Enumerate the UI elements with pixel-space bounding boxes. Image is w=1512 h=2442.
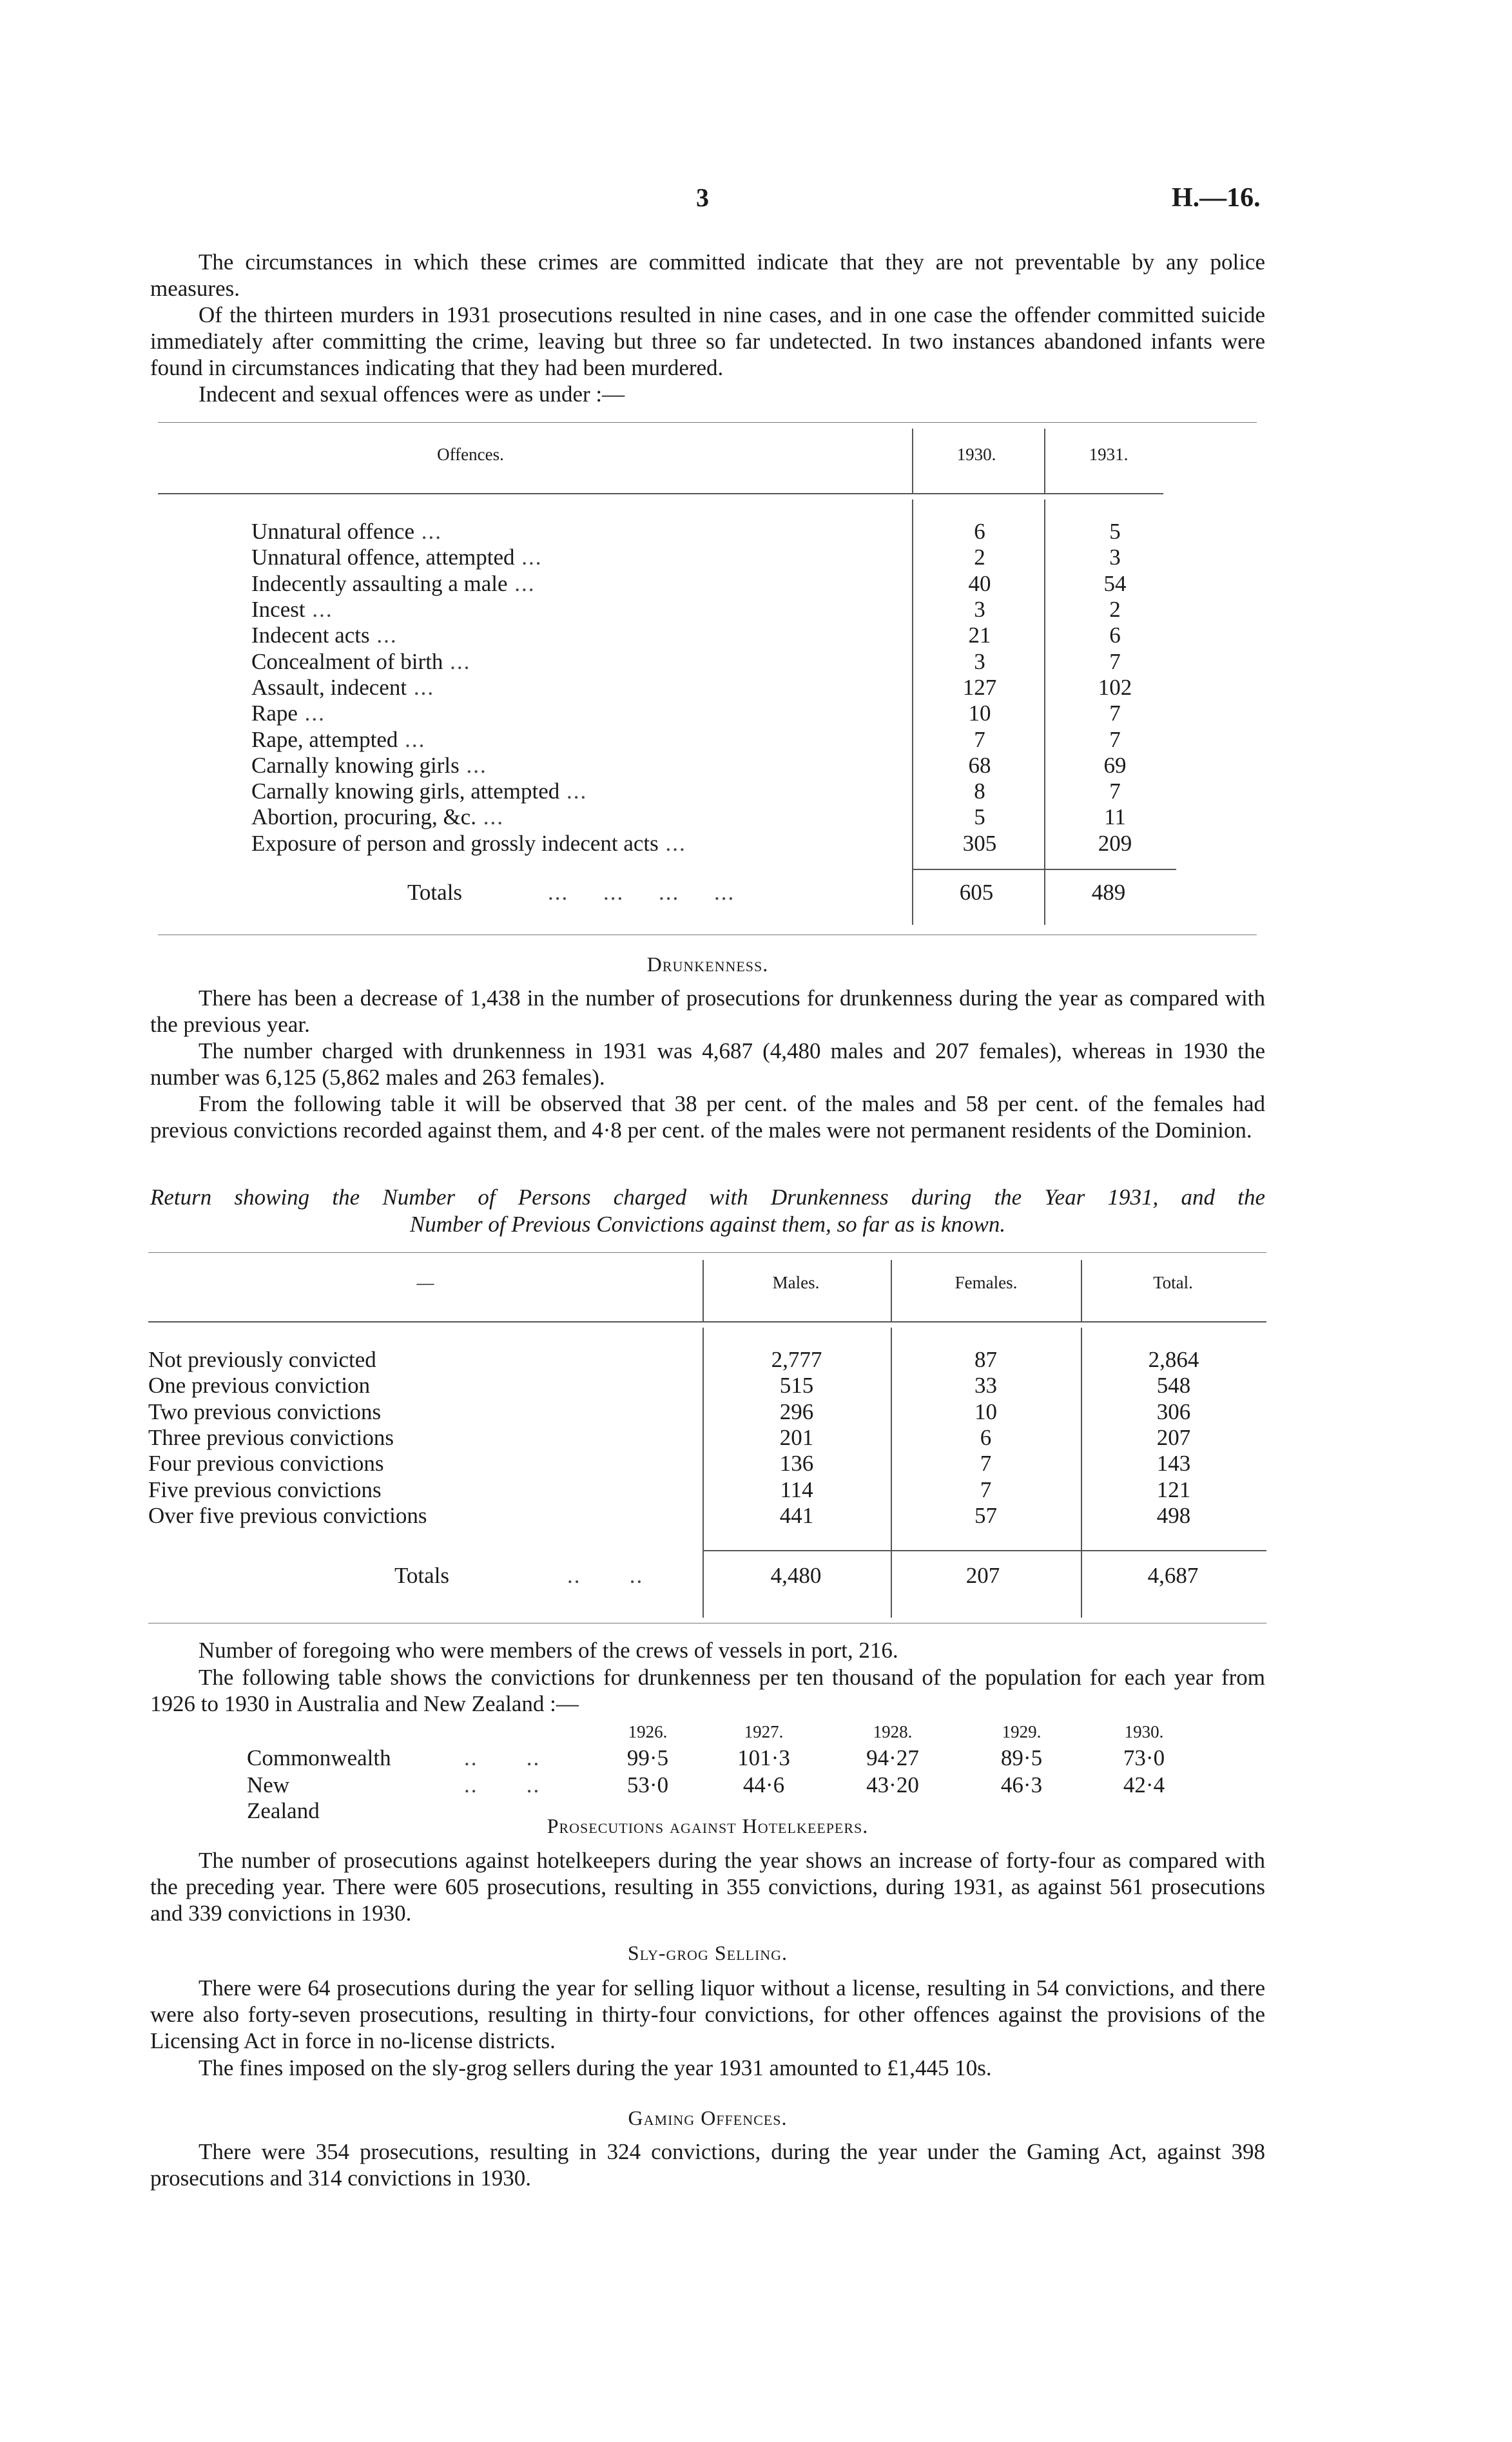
offence-row: [251, 726, 1186, 752]
conviction-label: Not previously convicted: [148, 1347, 376, 1373]
sly-grog-paragraph-2: The fines imposed on the sly-grog sellers during the year 1931 amounted to £1,445 10s.: [199, 2055, 992, 2080]
dot-leader: ...: [443, 648, 471, 674]
drunkenness-paragraph-3: From the following table it will be observed that 38 per cent. of the males and 58 per cent. of the females had previous convictions recorded against them, and 4·8 per cent. of the males were not permanent residents of the Dominion.: [150, 1091, 1265, 1143]
offences-body-divider-1: [912, 499, 913, 925]
offence-value-1931: 7: [1109, 648, 1121, 674]
page-number: 3: [696, 183, 709, 212]
crews-paragraph: Number of foregoing who were members of the crews of vessels in port, 216.: [199, 1638, 898, 1663]
conviction-females: 6: [980, 1425, 992, 1451]
conviction-females: 10: [974, 1399, 997, 1424]
conviction-total: 121: [1156, 1477, 1191, 1502]
conviction-total: 2,864: [1148, 1347, 1199, 1373]
offence-value-1931: 5: [1109, 519, 1121, 545]
rates-row-leader: .. ..: [464, 1745, 541, 1770]
intro-paragraph-3: Indecent and sexual offences were as under :—: [199, 382, 625, 407]
offences-header-divider-2: [1044, 429, 1045, 493]
offence-row: [251, 623, 1186, 648]
convictions-total-males: 4,480: [770, 1563, 822, 1588]
rates-row-label: New Zealand: [247, 1772, 320, 1823]
offence-value-1931: 69: [1103, 752, 1127, 778]
rates-value: 44·6: [742, 1772, 785, 1798]
conviction-label: Three previous convictions: [148, 1425, 394, 1451]
offence-value-1931: 54: [1103, 570, 1127, 596]
dot-leader: ...: [476, 804, 504, 830]
offences-totals-leader: ... ... ... ...: [548, 880, 735, 905]
offence-row: [251, 571, 1186, 597]
offence-value-1930: 5: [974, 804, 985, 830]
offence-label: Unnatural offence: [251, 519, 414, 545]
offence-value-1931: 7: [1109, 779, 1121, 804]
offence-label: Indecently assaulting a male: [251, 570, 508, 596]
offence-value-1931: 209: [1098, 830, 1132, 856]
rates-value: 101·3: [737, 1745, 790, 1770]
conviction-males: 515: [779, 1373, 814, 1399]
document-code: H.—16.: [1172, 183, 1261, 213]
offence-row: [251, 648, 1186, 674]
hotelkeepers-paragraph: The number of prosecutions against hotelkeepers during the year shows an increase of forty-four as compared with the preceding year. There were 605 prosecutions, resulting in 355 convictions, during 1931, as against 561 prosecutions and 339 convictions in 1930.: [150, 1848, 1265, 1926]
sly-grog-paragraph-1: There were 64 prosecutions during the year for selling liquor without a license, resulting in 54 convictions, and there were also forty-seven prosecutions, resulting in thirty-four convictions, for other offences against the provisions of the Licensing Act in force in no-license districts.: [150, 1975, 1265, 2053]
gaming-paragraph: There were 354 prosecutions, resulting in 324 convictions, during the year under the Gaming Act, against 398 prosecutions and 314 convictions in 1930.: [150, 2139, 1265, 2191]
conviction-row: [148, 1425, 1266, 1451]
offence-label: Incest: [251, 597, 305, 623]
conviction-males: 136: [779, 1451, 814, 1477]
offence-value-1930: 7: [974, 726, 985, 752]
rates-value: 46·3: [1000, 1772, 1043, 1798]
convictions-header-divider-3: [1081, 1260, 1082, 1321]
convictions-totals-rule: [703, 1550, 1266, 1551]
intro-paragraph-2: Of the thirteen murders in 1931 prosecutions resulted in nine cases, and in one case the offender committed suicide immediately after committing the crime, leaving but three so far undetected. In two instances abandoned infants were found in circumstances indicating that they had been murdered.: [150, 302, 1265, 380]
dot-leader: ...: [514, 545, 543, 570]
offence-value-1930: 40: [968, 570, 991, 596]
drunkenness-paragraph-2: The number charged with drunkenness in 1931 was 4,687 (4,480 males and 207 females), whereas in 1930 the number was 6,125 (5,862 males and 263 females).: [150, 1038, 1265, 1090]
offence-row: [251, 597, 1186, 623]
conviction-males: 441: [779, 1502, 814, 1528]
offence-row: [251, 779, 1186, 804]
offence-label: Exposure of person and grossly indecent acts: [251, 830, 659, 856]
offence-value-1930: 127: [962, 674, 997, 700]
offence-value-1931: 11: [1104, 804, 1126, 830]
conviction-total: 548: [1156, 1373, 1191, 1399]
offences-body-divider-2: [1044, 499, 1045, 925]
dot-leader: ...: [658, 830, 686, 856]
conviction-label: Over five previous convictions: [148, 1502, 427, 1528]
females-column-header: Females.: [955, 1273, 1018, 1292]
conviction-females: 33: [974, 1373, 997, 1399]
rates-value: 99·5: [626, 1745, 669, 1770]
offence-label: Concealment of birth: [251, 648, 443, 674]
dot-leader: ...: [507, 570, 536, 596]
dot-leader: ...: [369, 623, 398, 648]
dot-leader: ...: [305, 597, 333, 623]
offence-label: Indecent acts: [251, 623, 370, 648]
rates-row-leader: .. ..: [464, 1772, 541, 1798]
convictions-header-rule: [148, 1321, 1266, 1323]
dot-leader: ...: [459, 752, 487, 778]
conviction-label: One previous conviction: [148, 1373, 371, 1399]
offences-table: [251, 519, 1186, 857]
offence-value-1931: 102: [1098, 674, 1132, 700]
offences-header-rule: [158, 493, 1163, 494]
convictions-body-divider-2: [891, 1328, 892, 1618]
offence-row: [251, 545, 1186, 570]
convictions-body-divider-1: [703, 1328, 704, 1618]
offence-label: Unnatural offence, attempted: [251, 545, 515, 570]
offence-label: Assault, indecent: [251, 674, 407, 700]
conviction-row: [148, 1347, 1266, 1373]
offence-row: [251, 804, 1186, 830]
convictions-total-all: 4,687: [1147, 1563, 1199, 1588]
convictions-body-divider-3: [1081, 1328, 1082, 1618]
offence-value-1931: 7: [1109, 726, 1121, 752]
rates-value: 53·0: [626, 1772, 669, 1798]
offence-row: [251, 701, 1186, 726]
convictions-totals-label: Totals: [394, 1563, 450, 1588]
rates-value: 89·5: [1000, 1745, 1043, 1770]
hotelkeepers-heading: Prosecutions against Hotelkeepers.: [547, 1814, 869, 1837]
offence-row: [251, 675, 1186, 701]
offence-value-1931: 6: [1109, 623, 1121, 648]
convictions-total-females: 207: [965, 1563, 1000, 1588]
offence-label: Carnally knowing girls, attempted: [251, 779, 560, 804]
dot-leader: ...: [414, 519, 442, 545]
conviction-females: 7: [980, 1451, 992, 1477]
offences-column-header: Offences.: [437, 445, 504, 464]
conviction-males: 296: [779, 1399, 814, 1424]
offence-value-1930: 3: [974, 648, 985, 674]
offence-value-1930: 8: [974, 779, 985, 804]
convictions-blank-header: —: [416, 1273, 434, 1292]
males-column-header: Males.: [772, 1273, 820, 1292]
total-column-header: Total.: [1153, 1273, 1193, 1292]
convictions-table-caption-2: Number of Previous Convictions against them, so far as is known.: [409, 1212, 1006, 1237]
conviction-total: 143: [1156, 1451, 1191, 1477]
conviction-males: 2,777: [771, 1347, 822, 1373]
rates-value: 94·27: [866, 1745, 919, 1770]
rates-year-1928: 1928.: [873, 1722, 913, 1741]
offence-value-1930: 6: [974, 519, 985, 545]
offences-total-1931: 489: [1091, 880, 1126, 905]
year-1931-column-header: 1931.: [1089, 445, 1129, 464]
conviction-row: [148, 1451, 1266, 1477]
conviction-label: Two previous convictions: [148, 1399, 382, 1424]
conviction-males: 114: [780, 1477, 813, 1502]
offences-totals-rule: [912, 869, 1176, 870]
offence-value-1931: 7: [1109, 701, 1121, 726]
offence-value-1930: 10: [968, 701, 991, 726]
convictions-table: [148, 1347, 1266, 1529]
rates-year-1926: 1926.: [628, 1722, 668, 1741]
dot-leader: ...: [559, 779, 588, 804]
dot-leader: ...: [297, 701, 325, 726]
conviction-label: Five previous convictions: [148, 1477, 382, 1502]
convictions-table-top-rule: [148, 1252, 1266, 1253]
rates-value: 43·20: [866, 1772, 919, 1798]
convictions-header-divider-2: [891, 1260, 892, 1321]
rates-year-1927: 1927.: [744, 1722, 784, 1741]
conviction-row: [148, 1477, 1266, 1502]
rates-row-label: Commonwealth: [247, 1745, 391, 1770]
conviction-total: 498: [1156, 1502, 1191, 1528]
dot-leader: ...: [407, 674, 435, 700]
offences-table-top-rule: [158, 422, 1257, 423]
rates-year-1929: 1929.: [1002, 1722, 1042, 1741]
offences-totals-label: Totals: [407, 880, 463, 905]
conviction-females: 57: [974, 1502, 997, 1528]
offence-row: [251, 519, 1186, 545]
drunkenness-heading: Drunkenness.: [646, 953, 769, 976]
offence-value-1930: 21: [968, 623, 991, 648]
convictions-header-divider-1: [703, 1260, 704, 1321]
offences-total-1930: 605: [959, 880, 994, 905]
rates-value: 42·4: [1123, 1772, 1165, 1798]
sly-grog-heading: Sly-grog Selling.: [627, 1941, 788, 1964]
offences-header-divider-1: [912, 429, 913, 493]
offence-label: Carnally knowing girls: [251, 752, 460, 778]
rates-intro-paragraph: The following table shows the convictions for drunkenness per ten thousand of the population for each year from 1926 to 1930 in Australia and New Zealand :—: [150, 1665, 1265, 1716]
offence-label: Rape, attempted: [251, 726, 398, 752]
intro-paragraph-1: The circumstances in which these crimes are committed indicate that they are not preventable by any police measures.: [150, 249, 1265, 301]
offence-row: [251, 753, 1186, 779]
year-1930-column-header: 1930.: [956, 445, 996, 464]
offence-label: Rape: [251, 701, 298, 726]
conviction-males: 201: [779, 1425, 814, 1451]
rates-year-1930: 1930.: [1124, 1722, 1164, 1741]
convictions-table-caption-1: Return showing the Number of Persons charged with Drunkenness during the Year 1931, and the: [150, 1185, 1265, 1210]
conviction-row: [148, 1373, 1266, 1399]
offence-label: Abortion, procuring, &c.: [251, 804, 476, 830]
offence-row: [251, 831, 1186, 857]
conviction-total: 306: [1156, 1399, 1191, 1424]
conviction-row: [148, 1399, 1266, 1425]
conviction-females: 7: [980, 1477, 992, 1502]
conviction-row: [148, 1503, 1266, 1529]
rates-value: 73·0: [1123, 1745, 1165, 1770]
offence-value-1930: 3: [974, 597, 985, 623]
offence-value-1930: 2: [974, 545, 985, 570]
conviction-total: 207: [1156, 1425, 1191, 1451]
offence-value-1930: 305: [962, 830, 997, 856]
offence-value-1931: 3: [1109, 545, 1121, 570]
offence-value-1931: 2: [1109, 597, 1121, 623]
dot-leader: ...: [398, 726, 426, 752]
drunkenness-paragraph-1: There has been a decrease of 1,438 in the number of prosecutions for drunkenness during the year as compared with the previous year.: [150, 985, 1265, 1037]
conviction-label: Four previous convictions: [148, 1451, 384, 1477]
conviction-females: 87: [974, 1347, 997, 1373]
gaming-heading: Gaming Offences.: [628, 2106, 788, 2129]
convictions-totals-leader: .. ..: [567, 1563, 644, 1588]
offence-value-1930: 68: [968, 752, 991, 778]
